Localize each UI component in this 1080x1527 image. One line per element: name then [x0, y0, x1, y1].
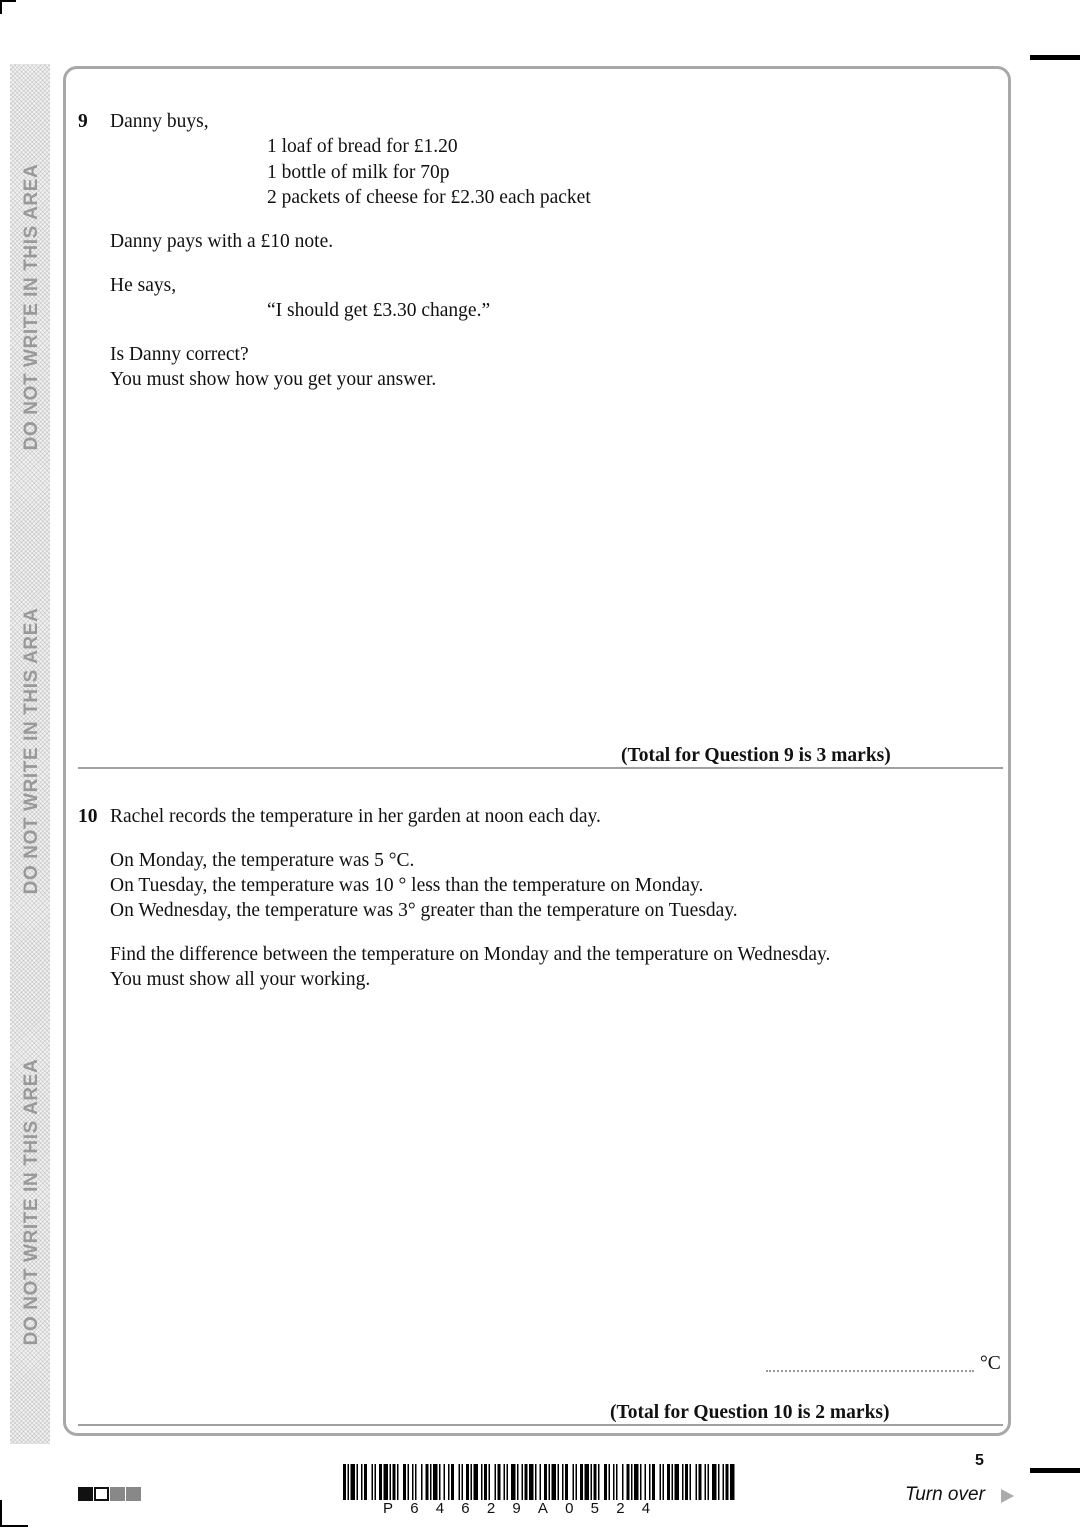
barcode-bar — [591, 1464, 593, 1500]
barcode-bar — [562, 1464, 564, 1500]
barcode-bar — [408, 1464, 410, 1500]
barcode-bar — [549, 1464, 551, 1500]
question-9-instruction: You must show how you get your answer. — [110, 369, 437, 390]
barcode-bar — [433, 1464, 438, 1500]
purchase-item-milk: 1 bottle of milk for 70p — [267, 162, 450, 183]
question-10-divider — [78, 1424, 1003, 1426]
barcode-bar — [645, 1464, 647, 1500]
barcode-bar — [439, 1464, 441, 1500]
barcode-bar — [495, 1464, 497, 1500]
barcode-bar — [390, 1464, 392, 1500]
turn-over-label: Turn over — [905, 1484, 985, 1505]
barcode-bar — [726, 1464, 729, 1500]
crop-mark-bottom-left — [0, 1500, 2, 1527]
barcode-bar — [459, 1464, 461, 1500]
barcode-bar — [384, 1464, 389, 1500]
question-10-instruction: You must show all your working. — [110, 969, 371, 990]
barcode-bar — [412, 1464, 414, 1500]
barcode-bar — [699, 1464, 702, 1500]
barcode-bar — [489, 1464, 491, 1500]
barcode-bar — [616, 1464, 618, 1500]
question-10-answer-line[interactable] — [766, 1370, 974, 1372]
barcode-bar — [585, 1464, 590, 1500]
barcode-bar — [598, 1464, 600, 1500]
question-10-tuesday: On Tuesday, the temperature was 10 ° less than the temperature on Monday. — [110, 875, 704, 896]
barcode-bar — [696, 1464, 698, 1500]
barcode-bar — [504, 1464, 506, 1500]
indicator-box-filled — [78, 1487, 93, 1501]
barcode-bar — [622, 1464, 624, 1500]
question-9-divider — [78, 767, 1003, 769]
barcode-bar — [609, 1464, 611, 1500]
barcode-bar — [357, 1464, 359, 1500]
barcode-bar — [685, 1464, 688, 1500]
barcode-bar — [667, 1464, 670, 1500]
barcode-bar — [652, 1464, 655, 1500]
barcode-bar — [498, 1464, 501, 1500]
purchase-item-cheese: 2 packets of cheese for £2.30 each packet — [267, 187, 591, 208]
question-10-task: Find the difference between the temperature on Monday and the temperature on Wednesday. — [110, 944, 831, 965]
barcode-bar — [525, 1464, 528, 1500]
question-9-question: Is Danny correct? — [110, 344, 249, 365]
barcode-bar — [634, 1464, 639, 1500]
barcode-bar — [672, 1464, 674, 1500]
question-9-payment: Danny pays with a £10 note. — [110, 231, 334, 252]
barcode-bar — [448, 1464, 450, 1500]
barcode-bar — [718, 1464, 720, 1500]
barcode-bar — [474, 1464, 479, 1500]
barcode-bar — [466, 1464, 469, 1500]
barcode-bar — [712, 1464, 717, 1500]
barcode-bar — [649, 1464, 651, 1500]
barcode-bar — [604, 1464, 607, 1500]
turn-over-arrow-icon — [1001, 1489, 1014, 1503]
barcode-bar — [558, 1464, 560, 1500]
barcode-bar — [507, 1464, 509, 1500]
indicator-box-grey — [126, 1487, 141, 1501]
answer-unit: °C — [980, 1353, 1001, 1374]
barcode-bar — [351, 1464, 356, 1500]
barcode-bar — [529, 1464, 534, 1500]
barcode-bar — [552, 1464, 557, 1500]
barcode-bar — [484, 1464, 487, 1500]
indicator-box-grey — [110, 1487, 125, 1501]
barcode-bar — [364, 1464, 367, 1500]
barcode-bar — [426, 1464, 429, 1500]
barcode-bar — [580, 1464, 583, 1500]
barcode-bar — [397, 1464, 399, 1500]
barcode-bar — [444, 1464, 446, 1500]
barcode-bar — [517, 1464, 519, 1500]
barcode-bar — [576, 1464, 578, 1500]
barcode-bar — [415, 1464, 417, 1500]
question-10-number: 10 — [78, 806, 98, 827]
barcode-bar — [481, 1464, 483, 1500]
purchase-item-bread: 1 loaf of bread for £1.20 — [267, 136, 458, 157]
barcode-bar — [613, 1464, 615, 1500]
question-9-says: He says, — [110, 275, 177, 296]
barcode-bar — [663, 1464, 665, 1500]
barcode-bar — [375, 1464, 377, 1500]
question-9-quote: “I should get £3.30 change.” — [267, 300, 491, 321]
barcode-bar — [379, 1464, 382, 1500]
barcode-bar — [403, 1464, 406, 1500]
barcode-bar — [462, 1464, 464, 1500]
barcode-bar — [682, 1464, 684, 1500]
barcode-bar — [540, 1464, 542, 1500]
question-10-monday: On Monday, the temperature was 5 °C. — [110, 850, 415, 871]
barcode-bar — [522, 1464, 524, 1500]
barcode — [343, 1464, 735, 1500]
barcode-bar — [430, 1464, 432, 1500]
barcode-bar — [705, 1464, 707, 1500]
barcode-bar — [594, 1464, 597, 1500]
question-9-total-marks: (Total for Question 9 is 3 marks) — [621, 745, 891, 766]
barcode-bar — [361, 1464, 363, 1500]
barcode-bar — [573, 1464, 575, 1500]
barcode-bar — [723, 1464, 725, 1500]
barcode-bar — [544, 1464, 547, 1500]
barcode-bar — [660, 1464, 662, 1500]
question-10-wednesday: On Wednesday, the temperature was 3° greater than the temperature on Tuesday. — [110, 900, 738, 921]
barcode-bar — [511, 1464, 516, 1500]
barcode-bar — [343, 1464, 346, 1500]
barcode-bar — [372, 1464, 374, 1500]
barcode-bar — [730, 1464, 735, 1500]
barcode-bar — [393, 1464, 396, 1500]
barcode-bar — [627, 1464, 630, 1500]
barcode-bar — [451, 1464, 454, 1500]
barcode-bar — [471, 1464, 473, 1500]
question-9-intro: Danny buys, — [110, 111, 209, 132]
barcode-bar — [675, 1464, 680, 1500]
barcode-bar — [631, 1464, 633, 1500]
question-10-total-marks: (Total for Question 10 is 2 marks) — [610, 1402, 890, 1423]
barcode-bar — [348, 1464, 350, 1500]
question-10-intro: Rachel records the temperature in her garden at noon each day. — [110, 806, 601, 827]
barcode-bar — [421, 1464, 423, 1500]
barcode-bar — [690, 1464, 692, 1500]
question-9-number: 9 — [78, 111, 88, 132]
page-indicator-boxes — [78, 1487, 142, 1501]
barcode-text: P64629A0524 — [383, 1500, 668, 1517]
crop-mark-top-left-horizontal — [0, 0, 16, 2]
barcode-bar — [535, 1464, 537, 1500]
page-number: 5 — [975, 1452, 984, 1469]
indicator-box-empty — [94, 1487, 109, 1501]
barcode-bar — [640, 1464, 642, 1500]
barcode-bar — [565, 1464, 568, 1500]
crop-mark-top-left — [0, 0, 2, 14]
registration-mark-bottom-right — [1030, 1468, 1080, 1473]
barcode-bar — [708, 1464, 710, 1500]
registration-mark-top-right — [1030, 55, 1080, 60]
